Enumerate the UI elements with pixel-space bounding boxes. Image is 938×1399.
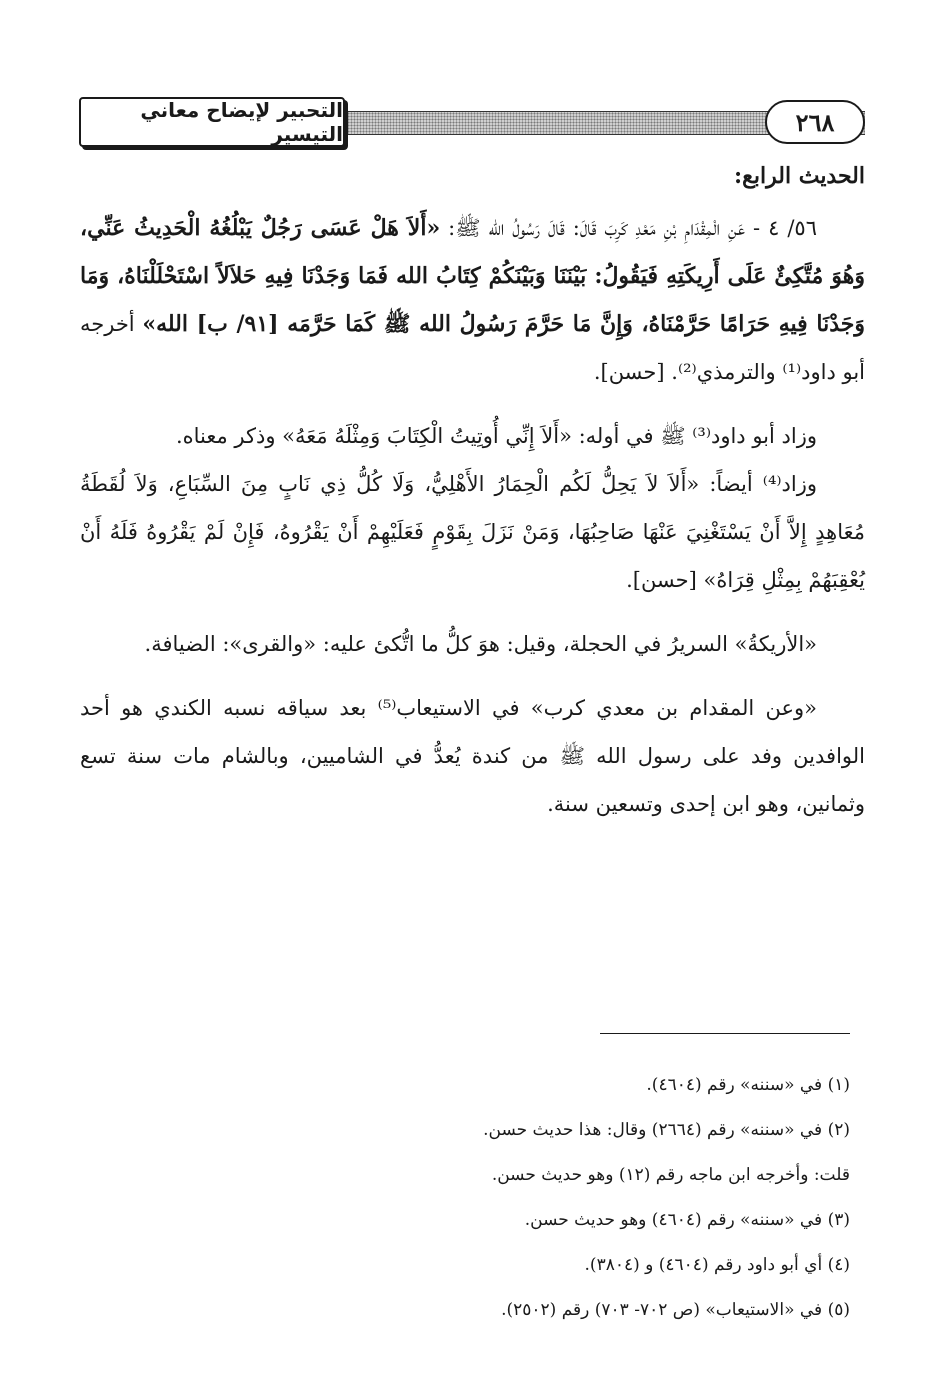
footnote: (٥) في «الاستيعاب» (ص ٧٠٢- ٧٠٣) رقم (٢٥٠٢). <box>501 1300 850 1320</box>
footnotes <box>80 1063 850 1333</box>
hadith-paragraph <box>80 204 865 396</box>
book-title: التحبير لإيضاح معاني التيسير <box>140 98 343 146</box>
page-number: ٢٦٨ <box>795 107 835 137</box>
spacer <box>80 604 865 620</box>
spacer <box>80 396 865 412</box>
spacer <box>80 668 865 684</box>
hadith-text: «أَلاَ هَلْ عَسَى رَجُلٌ يَبْلُغُهُ الْحَدِيثُ عَنِّي، وَهُوَ مُتَّكِئٌ عَلَى أَرِيكَتِهِ فَيَقُولُ: بَيْنَنَا وَبَيْنَكُمْ كِتَابُ الله فَمَا وَجَدْنَا فِيهِ حَلاَلاً اسْتَحْلَلْنَاهُ، وَمَا وَجَدْنَا فِيهِ حَرَامًا حَرَّمْنَاهُ، وَإِنَّ مَا حَرَّمَ رَسُولُ الله ﷺ كَمَا حَرَّمَه [٩١/ ب] الله» <box>80 215 865 337</box>
book-title-box <box>79 97 345 147</box>
abu-dawud-addition: وزاد أبو داود⁽³⁾ ﷺ في أوله: «أَلاَ إِنِّي أُوتِيتُ الْكِتَابَ وَمِثْلَهُ مَعَهُ» وذكر معناه. <box>175 424 817 448</box>
footnote: (٣) في «سننه» رقم (٤٦٠٤) وهو حديث حسن. <box>524 1210 850 1230</box>
footnote: (٢) في «سننه» رقم (٢٦٦٤) وقال: هذا حديث حسن. <box>483 1120 850 1140</box>
hadith-intro: ٥٦/ ٤ - عَنِ الْمِقْدَامِ بْنِ مَعْدِ كَرِبَ قَالَ: قَالَ رَسُولُ الله ﷺ: <box>440 216 817 240</box>
narrator-biography: «وعن المقدام بن معدي كرب» في الاستيعاب⁽⁵⁾ بعد سياقه نسبه الكندي هو أحد الوافدين وفد على رسول الله ﷺ من كندة يُعدُّ في الشاميين، وبالشام مات سنة تسع وثمانين، وهو ابن إحدى وتسعين سنة. <box>80 696 865 816</box>
footnote: قلت: وأخرجه ابن ماجه رقم (١٢) وهو حديث حسن. <box>491 1165 850 1185</box>
additional-narration: وزاد⁽⁴⁾ أيضاً: «أَلاَ لاَ يَحِلُّ لَكُم الْحِمَارُ الأَهْلِيُّ، وَلَا كُلُّ ذِي نَابٍ مِنَ السِّبَاعِ، وَلاَ لُقَطَةُ مُعَاهِدٍ إِلاَّ أَنْ يَسْتَغْنِيَ عَنْهَا صَاحِبُهَا، وَمَنْ نَزَلَ بِقَوْمٍ فَعَلَيْهِمْ أَنْ يَقْرُوهُ، فَإِنْ لَمْ يَقْرُوهُ فَلَهُ أَنْ يُعْقِبَهُمْ بِمِثْلِ قِرَاهُ» [حسن]. <box>80 472 865 592</box>
footnote: (١) في «سننه» رقم (٤٦٠٤). <box>646 1075 850 1095</box>
section-title: الحديث الرابع: <box>734 163 865 189</box>
page-number-box <box>765 100 865 144</box>
vocabulary-explanation: «الأريكةُ» السريرُ في الحجلة، وقيل: هوَ كلُّ ما اتُّكئ عليه: «والقرى»: الضيافة. <box>144 632 817 656</box>
hadith-source: أخرجه أبو داود⁽¹⁾ والترمذي⁽²⁾. [حسن]. <box>80 312 865 384</box>
footnote-separator <box>600 1033 850 1034</box>
main-text <box>80 152 865 828</box>
page-header <box>80 97 865 149</box>
footnote: (٤) أي أبو داود رقم (٤٦٠٤) و (٣٨٠٤). <box>584 1255 850 1275</box>
